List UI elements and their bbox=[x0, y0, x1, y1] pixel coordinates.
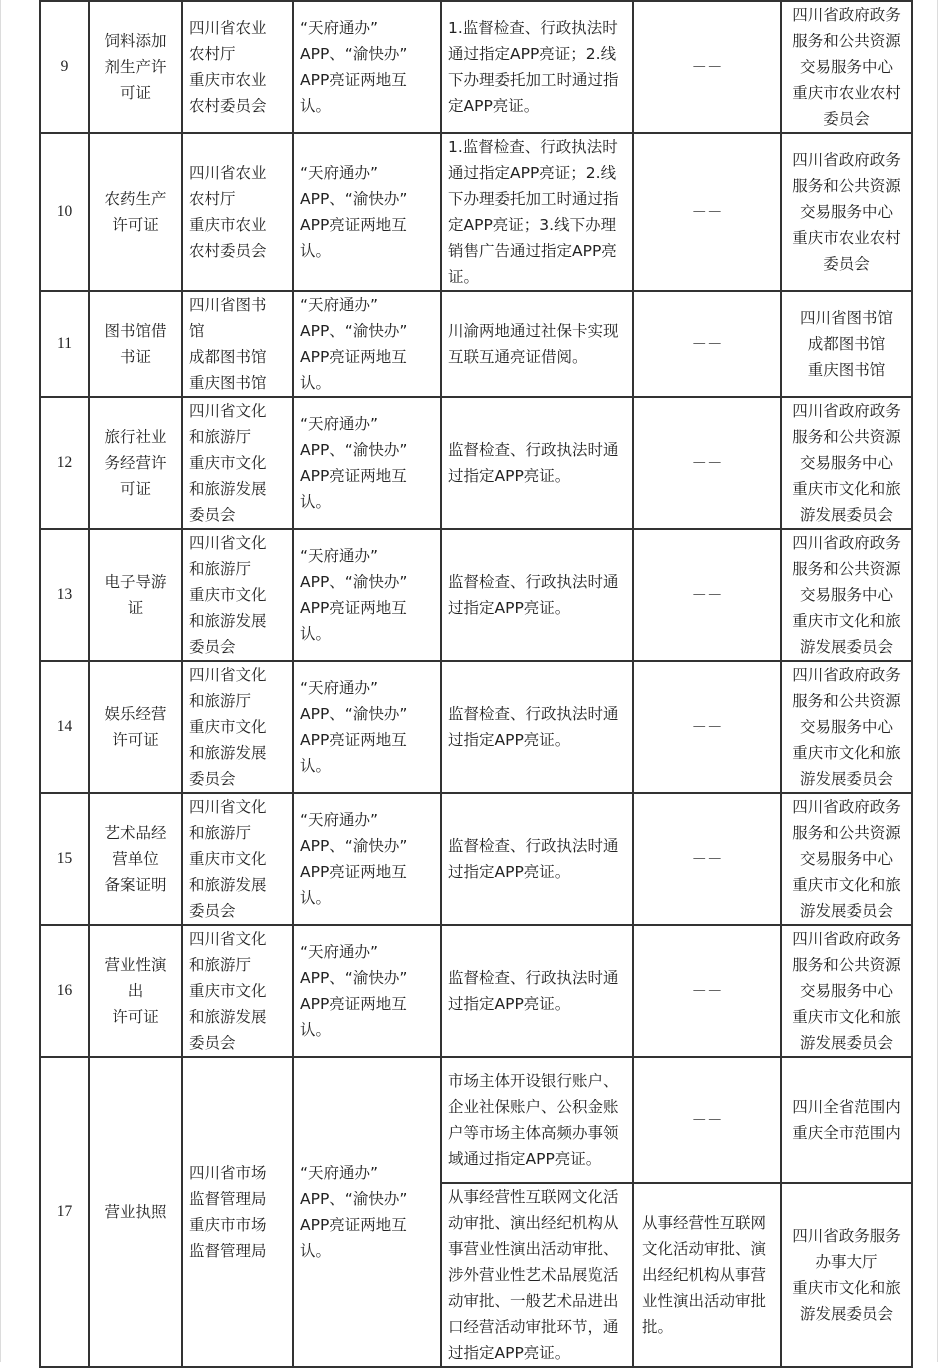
certificate-name-line: 图书馆借 bbox=[104, 322, 167, 340]
usage-scenario-line: 过指定APP亮证。 bbox=[448, 467, 571, 485]
responsible-unit-line: 服务和公共资源 bbox=[792, 177, 901, 195]
usage-scenario-line: 监督检查、行政执法时通 bbox=[448, 441, 619, 459]
app-recognition-line: “天府通办” bbox=[300, 679, 379, 697]
usage-scenario-line: 销售广告通过指定APP亮 bbox=[448, 242, 617, 260]
issuing-department-line: 重庆市农业 bbox=[189, 216, 267, 234]
responsible-unit-line: 交易服务中心 bbox=[799, 203, 893, 221]
issuing-department-line: 和旅游厅 bbox=[189, 824, 252, 842]
other-scenario-line: －－ bbox=[691, 982, 723, 1000]
issuing-department-line: 监督管理局 bbox=[189, 1190, 267, 1208]
issuing-department bbox=[182, 1, 293, 133]
issuing-department-line: 成都图书馆 bbox=[189, 348, 267, 366]
issuing-department-line: 重庆市文化 bbox=[189, 454, 267, 472]
other-scenario bbox=[633, 529, 781, 661]
other-scenario-line: 从事经营性互联网 bbox=[642, 1214, 767, 1232]
usage-scenario-line: 户等市场主体高频办事领 bbox=[448, 1124, 619, 1142]
usage-scenario-line: 域通过指定APP亮证。 bbox=[448, 1150, 602, 1168]
certificate-name-line: 可证 bbox=[119, 84, 151, 102]
app-recognition bbox=[293, 397, 441, 529]
certificate-name bbox=[89, 1, 182, 133]
responsible-unit-line: 四川省政府政务 bbox=[792, 402, 901, 420]
app-recognition-line: APP、“渝快办” bbox=[300, 573, 408, 591]
app-recognition-line: “天府通办” bbox=[300, 415, 379, 433]
issuing-department-line: 和旅游发展 bbox=[189, 612, 267, 630]
usage-scenario-line: 监督检查、行政执法时通 bbox=[448, 837, 619, 855]
usage-scenario bbox=[441, 793, 633, 925]
responsible-unit-line: 重庆市文化和旅 bbox=[792, 876, 901, 894]
responsible-unit-line: 委员会 bbox=[823, 255, 870, 273]
other-scenario-line: －－ bbox=[691, 203, 723, 221]
usage-scenario-line: 动审批、演出经纪机构从 bbox=[448, 1214, 619, 1232]
responsible-unit bbox=[781, 397, 912, 529]
certificate-name-line: 旅行社业 bbox=[104, 428, 167, 446]
row-number: 10 bbox=[40, 133, 89, 291]
usage-scenario bbox=[441, 133, 633, 291]
app-recognition-line: APP亮证两地互 bbox=[300, 731, 407, 749]
responsible-unit-line: 四川全省范围内 bbox=[792, 1098, 901, 1116]
app-recognition-line: 认。 bbox=[300, 374, 332, 392]
app-recognition-line: APP、“渝快办” bbox=[300, 969, 408, 987]
issuing-department bbox=[182, 133, 293, 291]
responsible-unit-line: 交易服务中心 bbox=[799, 718, 893, 736]
responsible-unit-line: 游发展委员会 bbox=[799, 1305, 893, 1323]
app-recognition-line: 认。 bbox=[300, 1021, 332, 1039]
issuing-department-line: 重庆市市场 bbox=[189, 1216, 267, 1234]
table-row bbox=[40, 925, 912, 1057]
app-recognition-line: 认。 bbox=[300, 493, 332, 511]
issuing-department-line: 和旅游发展 bbox=[189, 744, 267, 762]
other-scenario bbox=[633, 661, 781, 793]
certificate-name-line: 营业执照 bbox=[104, 1203, 167, 1221]
app-recognition-line: 认。 bbox=[300, 1242, 332, 1260]
responsible-unit-line: 重庆图书馆 bbox=[807, 361, 886, 379]
responsible-unit bbox=[781, 661, 912, 793]
row-number: 11 bbox=[40, 291, 89, 397]
responsible-unit-line: 四川省政务服务 bbox=[792, 1227, 901, 1245]
certificate-name bbox=[89, 793, 182, 925]
responsible-unit-line: 四川省政府政务 bbox=[792, 798, 901, 816]
responsible-unit-line: 服务和公共资源 bbox=[792, 692, 901, 710]
responsible-unit-line: 游发展委员会 bbox=[799, 902, 893, 920]
usage-scenario-line: 定APP亮证。 bbox=[448, 97, 540, 115]
responsible-unit-line: 办事大厅 bbox=[815, 1253, 878, 1271]
certificate-name-line: 饲料添加 bbox=[104, 32, 167, 50]
responsible-unit bbox=[781, 1057, 912, 1183]
responsible-unit-line: 重庆市文化和旅 bbox=[792, 744, 901, 762]
app-recognition-line: APP、“渝快办” bbox=[300, 837, 408, 855]
usage-scenario bbox=[441, 291, 633, 397]
issuing-department-line: 农村厅 bbox=[189, 190, 236, 208]
table-row bbox=[40, 793, 912, 925]
responsible-unit-line: 交易服务中心 bbox=[799, 850, 893, 868]
issuing-department-line: 四川省农业 bbox=[189, 164, 267, 182]
issuing-department-line: 农村委员会 bbox=[189, 242, 267, 260]
app-recognition-line: “天府通办” bbox=[300, 1164, 379, 1182]
responsible-unit-line: 服务和公共资源 bbox=[792, 32, 901, 50]
usage-scenario-line: 事营业性演出活动审批、 bbox=[448, 1240, 619, 1258]
issuing-department bbox=[182, 397, 293, 529]
other-scenario-line: 批。 bbox=[642, 1318, 674, 1336]
responsible-unit-line: 成都图书馆 bbox=[807, 335, 886, 353]
usage-scenario bbox=[441, 661, 633, 793]
issuing-department-line: 委员会 bbox=[189, 1034, 236, 1052]
certificate-name-line: 艺术品经 bbox=[104, 824, 167, 842]
issuing-department-line: 监督管理局 bbox=[189, 1242, 267, 1260]
issuing-department bbox=[182, 291, 293, 397]
app-recognition-line: 认。 bbox=[300, 889, 332, 907]
row-number: 9 bbox=[40, 1, 89, 133]
app-recognition-line: “天府通办” bbox=[300, 19, 379, 37]
certificate-name-line: 可证 bbox=[119, 480, 151, 498]
issuing-department-line: 馆 bbox=[189, 322, 205, 340]
app-recognition-line: 认。 bbox=[300, 625, 332, 643]
issuing-department-line: 委员会 bbox=[189, 506, 236, 524]
certificate-name bbox=[89, 291, 182, 397]
table-row bbox=[40, 1, 912, 133]
certificate-name bbox=[89, 529, 182, 661]
app-recognition bbox=[293, 291, 441, 397]
app-recognition-line: APP亮证两地互 bbox=[300, 1216, 407, 1234]
issuing-department bbox=[182, 661, 293, 793]
issuing-department-line: 重庆市文化 bbox=[189, 850, 267, 868]
certificate-name-line: 证 bbox=[127, 599, 144, 617]
usage-scenario-line: 市场主体开设银行账户、 bbox=[448, 1072, 619, 1090]
usage-scenario-line: 动审批、一般艺术品进出 bbox=[448, 1292, 619, 1310]
usage-scenario bbox=[441, 1057, 633, 1183]
app-recognition-line: “天府通办” bbox=[300, 547, 379, 565]
other-scenario-line: －－ bbox=[691, 1111, 723, 1129]
row-number: 14 bbox=[40, 661, 89, 793]
issuing-department-line: 四川省文化 bbox=[189, 534, 267, 552]
issuing-department-line: 和旅游发展 bbox=[189, 876, 267, 894]
issuing-department-line: 四川省市场 bbox=[189, 1164, 267, 1182]
certificate-name-line: 出 bbox=[127, 982, 144, 1000]
responsible-unit-line: 游发展委员会 bbox=[799, 1034, 893, 1052]
usage-scenario-line: 过指定APP亮证。 bbox=[448, 599, 571, 617]
certificate-name-line: 书证 bbox=[119, 348, 151, 366]
issuing-department-line: 重庆市文化 bbox=[189, 586, 267, 604]
issuing-department-line: 四川省文化 bbox=[189, 402, 267, 420]
responsible-unit-line: 重庆市文化和旅 bbox=[792, 1008, 901, 1026]
certificate-name-line: 许可证 bbox=[112, 216, 159, 234]
app-recognition-line: “天府通办” bbox=[300, 296, 379, 314]
other-scenario-line: －－ bbox=[691, 586, 723, 604]
responsible-unit-line: 交易服务中心 bbox=[799, 982, 893, 1000]
responsible-unit bbox=[781, 133, 912, 291]
issuing-department bbox=[182, 925, 293, 1057]
other-scenario-line: 业性演出活动审批 bbox=[642, 1292, 767, 1310]
other-scenario bbox=[633, 793, 781, 925]
table-row bbox=[40, 1057, 912, 1183]
other-scenario bbox=[633, 1, 781, 133]
responsible-unit-line: 委员会 bbox=[823, 110, 870, 128]
app-recognition-line: APP、“渝快办” bbox=[300, 1190, 408, 1208]
responsible-unit-line: 重庆市文化和旅 bbox=[792, 612, 901, 630]
usage-scenario-line: 企业社保账户、公积金账 bbox=[448, 1098, 619, 1116]
app-recognition bbox=[293, 133, 441, 291]
certificate-name-line: 营业性演 bbox=[104, 956, 167, 974]
issuing-department-line: 和旅游厅 bbox=[189, 956, 252, 974]
other-scenario-line: －－ bbox=[691, 718, 723, 736]
app-recognition-line: APP亮证两地互 bbox=[300, 599, 407, 617]
app-recognition-line: APP亮证两地互 bbox=[300, 863, 407, 881]
other-scenario bbox=[633, 133, 781, 291]
app-recognition-line: APP亮证两地互 bbox=[300, 995, 407, 1013]
other-scenario-line: 文化活动审批、演 bbox=[642, 1240, 767, 1258]
responsible-unit-line: 四川省图书馆 bbox=[799, 309, 893, 327]
app-recognition bbox=[293, 529, 441, 661]
responsible-unit-line: 交易服务中心 bbox=[799, 586, 893, 604]
responsible-unit bbox=[781, 925, 912, 1057]
app-recognition-line: APP、“渝快办” bbox=[300, 705, 408, 723]
issuing-department bbox=[182, 1057, 293, 1367]
usage-scenario bbox=[441, 1183, 633, 1367]
issuing-department-line: 四川省文化 bbox=[189, 930, 267, 948]
issuing-department-line: 和旅游厅 bbox=[189, 428, 252, 446]
app-recognition-line: APP、“渝快办” bbox=[300, 441, 408, 459]
app-recognition bbox=[293, 925, 441, 1057]
usage-scenario-line: 下办理委托加工时通过指 bbox=[448, 71, 619, 89]
issuing-department-line: 四川省图书 bbox=[189, 296, 267, 314]
usage-scenario-line: 从事经营性互联网文化活 bbox=[448, 1188, 619, 1206]
responsible-unit-line: 四川省政府政务 bbox=[792, 534, 901, 552]
app-recognition bbox=[293, 793, 441, 925]
responsible-unit-line: 重庆市文化和旅 bbox=[792, 480, 901, 498]
usage-scenario-line: 监督检查、行政执法时通 bbox=[448, 573, 619, 591]
certificate-name-line: 许可证 bbox=[112, 1008, 159, 1026]
responsible-unit-line: 游发展委员会 bbox=[799, 638, 893, 656]
responsible-unit-line: 重庆市农业农村 bbox=[792, 84, 901, 102]
certificate-name bbox=[89, 1057, 182, 1367]
app-recognition-line: 认。 bbox=[300, 242, 332, 260]
usage-scenario-line: 下办理委托加工时通过指 bbox=[448, 190, 619, 208]
responsible-unit bbox=[781, 291, 912, 397]
app-recognition-line: APP、“渝快办” bbox=[300, 322, 408, 340]
row-number: 12 bbox=[40, 397, 89, 529]
responsible-unit-line: 交易服务中心 bbox=[799, 454, 893, 472]
certificate-name-line: 许可证 bbox=[112, 731, 159, 749]
row-number: 15 bbox=[40, 793, 89, 925]
other-scenario bbox=[633, 291, 781, 397]
usage-scenario-line: 过指定APP亮证。 bbox=[448, 863, 571, 881]
responsible-unit-line: 重庆市文化和旅 bbox=[792, 1279, 901, 1297]
other-scenario bbox=[633, 1057, 781, 1183]
responsible-unit-line: 重庆市农业农村 bbox=[792, 229, 901, 247]
app-recognition-line: APP、“渝快办” bbox=[300, 190, 408, 208]
responsible-unit-line: 四川省政府政务 bbox=[792, 151, 901, 169]
issuing-department-line: 重庆市文化 bbox=[189, 982, 267, 1000]
app-recognition-line: APP、“渝快办” bbox=[300, 45, 408, 63]
responsible-unit-line: 四川省政府政务 bbox=[792, 666, 901, 684]
other-scenario bbox=[633, 397, 781, 529]
responsible-unit-line: 重庆全市范围内 bbox=[792, 1124, 901, 1142]
other-scenario-line: 出经纪机构从事营 bbox=[642, 1266, 767, 1284]
responsible-unit bbox=[781, 529, 912, 661]
responsible-unit-line: 服务和公共资源 bbox=[792, 824, 901, 842]
table-row bbox=[40, 133, 912, 291]
issuing-department-line: 重庆市文化 bbox=[189, 718, 267, 736]
certificate-name bbox=[89, 397, 182, 529]
usage-scenario bbox=[441, 1, 633, 133]
app-recognition-line: 认。 bbox=[300, 97, 332, 115]
issuing-department-line: 和旅游厅 bbox=[189, 692, 252, 710]
app-recognition bbox=[293, 661, 441, 793]
issuing-department-line: 和旅游发展 bbox=[189, 1008, 267, 1026]
usage-scenario-line: 证。 bbox=[448, 268, 480, 286]
usage-scenario bbox=[441, 925, 633, 1057]
usage-scenario-line: 川渝两地通过社保卡实现 bbox=[448, 322, 619, 340]
certificate-name-line: 农药生产 bbox=[104, 190, 167, 208]
responsible-unit-line: 四川省政府政务 bbox=[792, 930, 901, 948]
issuing-department-line: 委员会 bbox=[189, 638, 236, 656]
certificate-name-line: 备案证明 bbox=[104, 876, 167, 894]
app-recognition-line: “天府通办” bbox=[300, 164, 379, 182]
issuing-department-line: 和旅游厅 bbox=[189, 560, 252, 578]
row-number: 17 bbox=[40, 1057, 89, 1367]
usage-scenario-line: 过指定APP亮证。 bbox=[448, 1344, 571, 1362]
responsible-unit-line: 游发展委员会 bbox=[799, 506, 893, 524]
responsible-unit-line: 服务和公共资源 bbox=[792, 428, 901, 446]
certificate-name-line: 娱乐经营 bbox=[104, 705, 167, 723]
issuing-department-line: 和旅游发展 bbox=[189, 480, 267, 498]
responsible-unit bbox=[781, 1183, 912, 1367]
issuing-department-line: 农村厅 bbox=[189, 45, 236, 63]
responsible-unit-line: 服务和公共资源 bbox=[792, 956, 901, 974]
app-recognition bbox=[293, 1, 441, 133]
usage-scenario-line: 监督检查、行政执法时通 bbox=[448, 705, 619, 723]
usage-scenario-line: 通过指定APP亮证；2.线 bbox=[448, 164, 617, 182]
other-scenario-line: －－ bbox=[691, 850, 723, 868]
usage-scenario-line: 监督检查、行政执法时通 bbox=[448, 969, 619, 987]
issuing-department-line: 重庆市农业 bbox=[189, 71, 267, 89]
responsible-unit bbox=[781, 793, 912, 925]
issuing-department-line: 四川省文化 bbox=[189, 666, 267, 684]
usage-scenario-line: 涉外营业性艺术品展览活 bbox=[448, 1266, 619, 1284]
usage-scenario-line: 1.监督检查、行政执法时 bbox=[448, 19, 618, 37]
app-recognition bbox=[293, 1057, 441, 1367]
app-recognition-line: “天府通办” bbox=[300, 811, 379, 829]
issuing-department-line: 委员会 bbox=[189, 902, 236, 920]
usage-scenario-line: 通过指定APP亮证；2.线 bbox=[448, 45, 617, 63]
app-recognition-line: APP亮证两地互 bbox=[300, 216, 407, 234]
responsible-unit bbox=[781, 1, 912, 133]
table-body bbox=[40, 1, 912, 1367]
app-recognition-line: APP亮证两地互 bbox=[300, 467, 407, 485]
issuing-department-line: 委员会 bbox=[189, 770, 236, 788]
other-scenario-line: －－ bbox=[691, 335, 723, 353]
usage-scenario-line: 1.监督检查、行政执法时 bbox=[448, 138, 618, 156]
other-scenario-line: －－ bbox=[691, 454, 723, 472]
responsible-unit-line: 服务和公共资源 bbox=[792, 560, 901, 578]
mutual-recognition-table bbox=[39, 0, 913, 1368]
other-scenario bbox=[633, 925, 781, 1057]
issuing-department-line: 四川省农业 bbox=[189, 19, 267, 37]
certificate-name-line: 务经营许 bbox=[104, 454, 167, 472]
issuing-department bbox=[182, 793, 293, 925]
certificate-name bbox=[89, 925, 182, 1057]
issuing-department-line: 重庆图书馆 bbox=[189, 374, 267, 392]
usage-scenario-line: 互联互通亮证借阅。 bbox=[448, 348, 588, 366]
row-number: 13 bbox=[40, 529, 89, 661]
other-scenario-line: －－ bbox=[691, 58, 723, 76]
app-recognition-line: 认。 bbox=[300, 757, 332, 775]
app-recognition-line: “天府通办” bbox=[300, 943, 379, 961]
issuing-department bbox=[182, 529, 293, 661]
usage-scenario-line: 口经营活动审批环节，通 bbox=[448, 1318, 619, 1336]
usage-scenario bbox=[441, 397, 633, 529]
certificate-name bbox=[89, 133, 182, 291]
issuing-department-line: 四川省文化 bbox=[189, 798, 267, 816]
table-row bbox=[40, 291, 912, 397]
usage-scenario-line: 过指定APP亮证。 bbox=[448, 995, 571, 1013]
app-recognition-line: APP亮证两地互 bbox=[300, 348, 407, 366]
responsible-unit-line: 四川省政府政务 bbox=[792, 6, 901, 24]
usage-scenario-line: 定APP亮证；3.线下办理 bbox=[448, 216, 617, 234]
table-row bbox=[40, 529, 912, 661]
certificate-name bbox=[89, 661, 182, 793]
row-number: 16 bbox=[40, 925, 89, 1057]
app-recognition-line: APP亮证两地互 bbox=[300, 71, 407, 89]
certificate-name-line: 剂生产许 bbox=[104, 58, 167, 76]
certificate-name-line: 营单位 bbox=[112, 850, 159, 868]
responsible-unit-line: 游发展委员会 bbox=[799, 770, 893, 788]
usage-scenario-line: 过指定APP亮证。 bbox=[448, 731, 571, 749]
other-scenario bbox=[633, 1183, 781, 1367]
issuing-department-line: 农村委员会 bbox=[189, 97, 267, 115]
certificate-name-line: 电子导游 bbox=[104, 573, 167, 591]
table-row bbox=[40, 661, 912, 793]
page-edge-left bbox=[0, 0, 1, 1362]
responsible-unit-line: 交易服务中心 bbox=[799, 58, 893, 76]
table-row bbox=[40, 397, 912, 529]
usage-scenario bbox=[441, 529, 633, 661]
